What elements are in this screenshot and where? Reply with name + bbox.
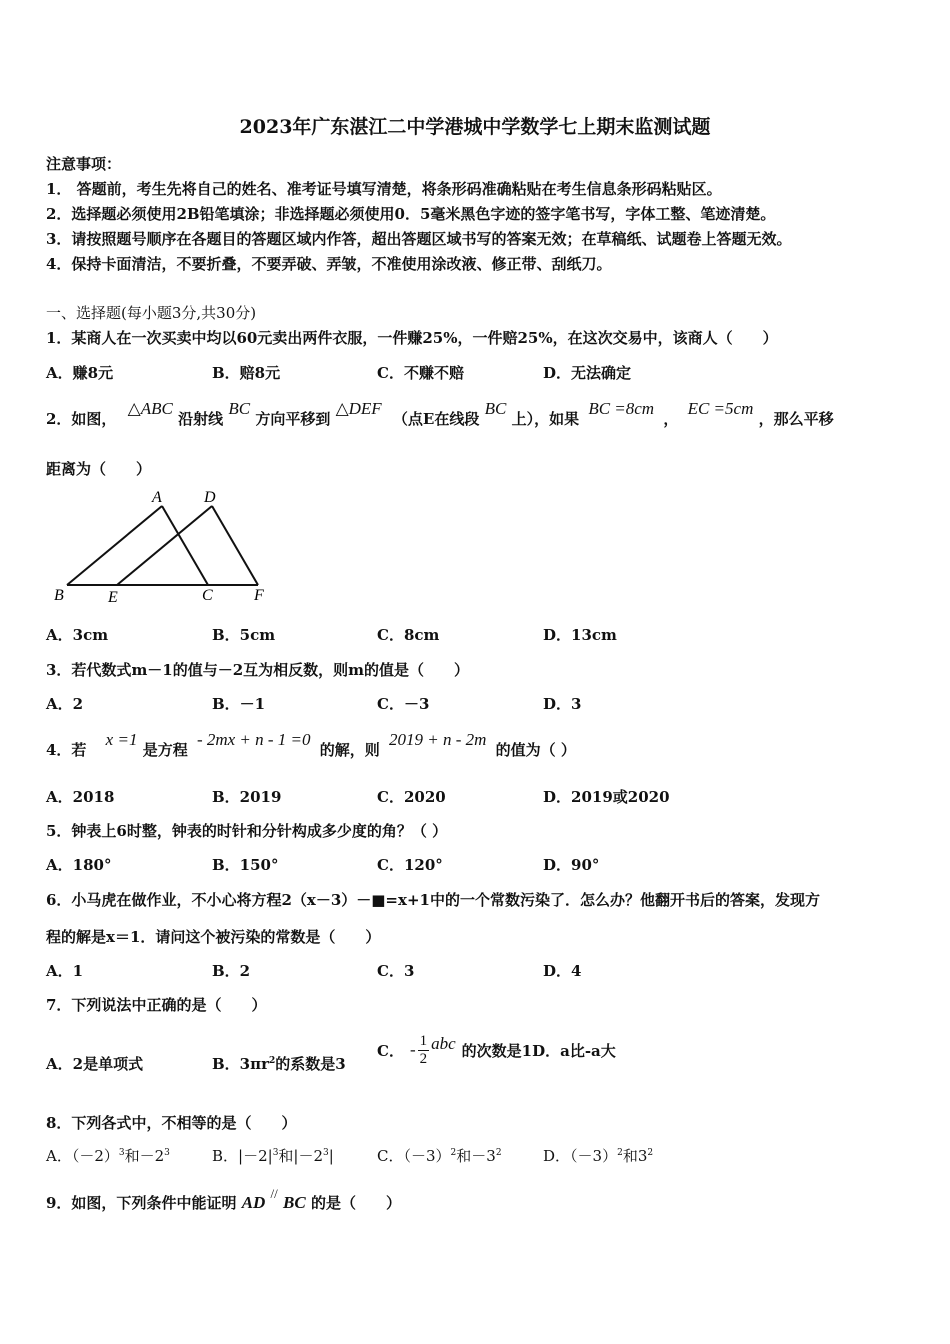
question-5-option-d: D．90° <box>543 856 600 874</box>
question-5-option-b: B．150° <box>212 856 279 874</box>
notice-item-1: 1． 答题前，考生先将自己的姓名、准考证号填写清楚，将条形码准确粘贴在考生信息条形码粘贴区。 <box>46 180 722 198</box>
math-equation: - 2mx + n - 1 =0 <box>196 730 311 749</box>
question-6-stem-line2: 程的解是x＝1．请问这个被污染的常数是（ ） <box>46 928 381 946</box>
notice-item-3: 3．请按照题号顺序在各题目的答题区域内作答，超出答题区域书写的答案无效；在草稿纸、试题卷上答题无效。 <box>46 230 792 248</box>
question-8-option-a: A．$(-2)^3$和$-2^3$ <box>46 1147 170 1165</box>
question-5-option-a: A．180° <box>46 856 112 874</box>
question-5-stem: 5．钟表上6时整，钟表的时针和分针构成多少度的角？（ ） <box>46 822 448 840</box>
math-triangle-abc: △ABC <box>127 399 173 418</box>
question-4-option-a: A．2018 <box>46 788 115 806</box>
question-3-option-d: D．3 <box>543 695 582 713</box>
question-1-option-b: B．赔8元 <box>212 364 281 382</box>
math-x-equals-1: x =1 <box>105 730 138 749</box>
question-4-option-d: D．2019或2020 <box>543 788 670 806</box>
math-triangle-def: △DEF <box>335 399 382 418</box>
question-3-stem: 3．若代数式m－1的值与－2互为相反数，则m的值是（ ） <box>46 661 470 679</box>
question-2-option-d: D．13cm <box>543 626 617 644</box>
section-heading: 一、选择题(每小题3分,共30分) <box>46 304 257 322</box>
question-1-option-a: A．赚8元 <box>46 364 114 382</box>
question-7-option-d: D．a比-a大 <box>532 1041 616 1060</box>
question-3-option-b: B．－1 <box>212 695 266 713</box>
question-7-stem: 7．下列说法中正确的是（ ） <box>46 996 267 1014</box>
question-6-stem: 6．小马虎在做作业，不小心将方程2（x－3）－■=x+1中的一个常数污染了．怎么办？他翻开书后的答案，发现方 <box>46 891 820 909</box>
question-7-option-b: B．$3\pi r^2$的系数是3 <box>212 1055 346 1073</box>
math-bc-segment: BC <box>484 399 507 418</box>
segment-ac <box>162 506 208 585</box>
question-8-stem: 8．下列各式中，不相等的是（ ） <box>46 1114 297 1132</box>
question-2-stem: 2．如图， △ABC 沿射线 BC 方向平移到 △DEF （点E在线段 BC 上），如果 BC =8cm ， EC =5cm ，那么平移 <box>46 399 834 428</box>
label-c: C <box>202 587 213 604</box>
segment-ed <box>117 506 212 585</box>
notice-item-2: 2．选择题必须使用2B铅笔填涂；非选择题必须使用0．5毫米黑色字迹的签字笔书写，字体工整、笔迹清楚。 <box>46 205 776 223</box>
question-6-option-d: D．4 <box>543 962 582 980</box>
question-4-option-c: C．2020 <box>377 788 446 806</box>
question-4-stem: 4．若 x =1 是方程 - 2mx + n - 1 =0 的解，则 2019 + n - 2m 的值为（ ） <box>46 730 576 759</box>
question-7-option-a: A．2是单项式 <box>46 1055 144 1073</box>
question-8-option-d: D．$(-3)^2$和$3^2$ <box>543 1147 654 1165</box>
math-bc-parallel: BC <box>283 1193 306 1212</box>
question-2-option-c: C．8cm <box>377 626 440 644</box>
question-3-option-c: C．－3 <box>377 695 430 713</box>
question-3-option-a: A．2 <box>46 695 84 713</box>
segment-df <box>212 506 258 585</box>
question-6-option-b: B．2 <box>212 962 251 980</box>
question-2-option-a: A．3cm <box>46 626 109 644</box>
question-1-stem: 1．某商人在一次买卖中均以60元卖出两件衣服，一件赚25%，一件赔25%，在这次交易中，该商人（ ） <box>46 329 778 347</box>
label-a: A <box>152 489 162 506</box>
notice-heading: 注意事项： <box>46 155 122 173</box>
label-b: B <box>54 587 64 604</box>
question-4-option-b: B．2019 <box>212 788 282 806</box>
question-6-option-a: A．1 <box>46 962 84 980</box>
notice-item-4: 4．保持卡面清洁，不要折叠，不要弄破、弄皱，不准使用涂改液、修正带、刮纸刀。 <box>46 255 612 273</box>
label-f: F <box>254 587 264 604</box>
question-1-option-c: C．不赚不赔 <box>377 364 464 382</box>
question-7-option-c: C． - $\frac{1}{2}$ abc 的次数是1 D．a比-a大 <box>377 1032 616 1067</box>
segment-ba <box>67 506 162 585</box>
question-8-option-b: B．$|-2|^3$和$|-2^3|$ <box>212 1147 334 1165</box>
question-9-stem: 9．如图，下列条件中能证明 AD // BC 的是（ ） <box>46 1186 401 1212</box>
question-1-option-d: D．无法确定 <box>543 364 632 382</box>
question-2-stem-line2: 距离为（ ） <box>46 460 152 478</box>
math-ad: AD <box>241 1193 266 1212</box>
question-6-option-c: C．3 <box>377 962 415 980</box>
label-d: D <box>204 489 216 506</box>
question-8-option-c: C．$(-3)^2$和$-3^2$ <box>377 1147 502 1165</box>
question-2-option-b: B．5cm <box>212 626 276 644</box>
math-ec-length: EC =5cm <box>687 399 754 418</box>
label-e: E <box>108 589 118 606</box>
question-5-option-c: C．120° <box>377 856 443 874</box>
page-title: 2023年广东湛江二中学港城中学数学七上期末监测试题 <box>239 116 711 138</box>
parallel-symbol: // <box>270 1186 278 1201</box>
math-bc-length: BC =8cm <box>588 399 655 418</box>
fraction-one-half: $\frac{1}{2}$ <box>419 1032 428 1067</box>
math-expression: 2019 + n - 2m <box>389 730 487 749</box>
translation-figure <box>48 488 278 608</box>
math-bc: BC <box>228 399 251 418</box>
